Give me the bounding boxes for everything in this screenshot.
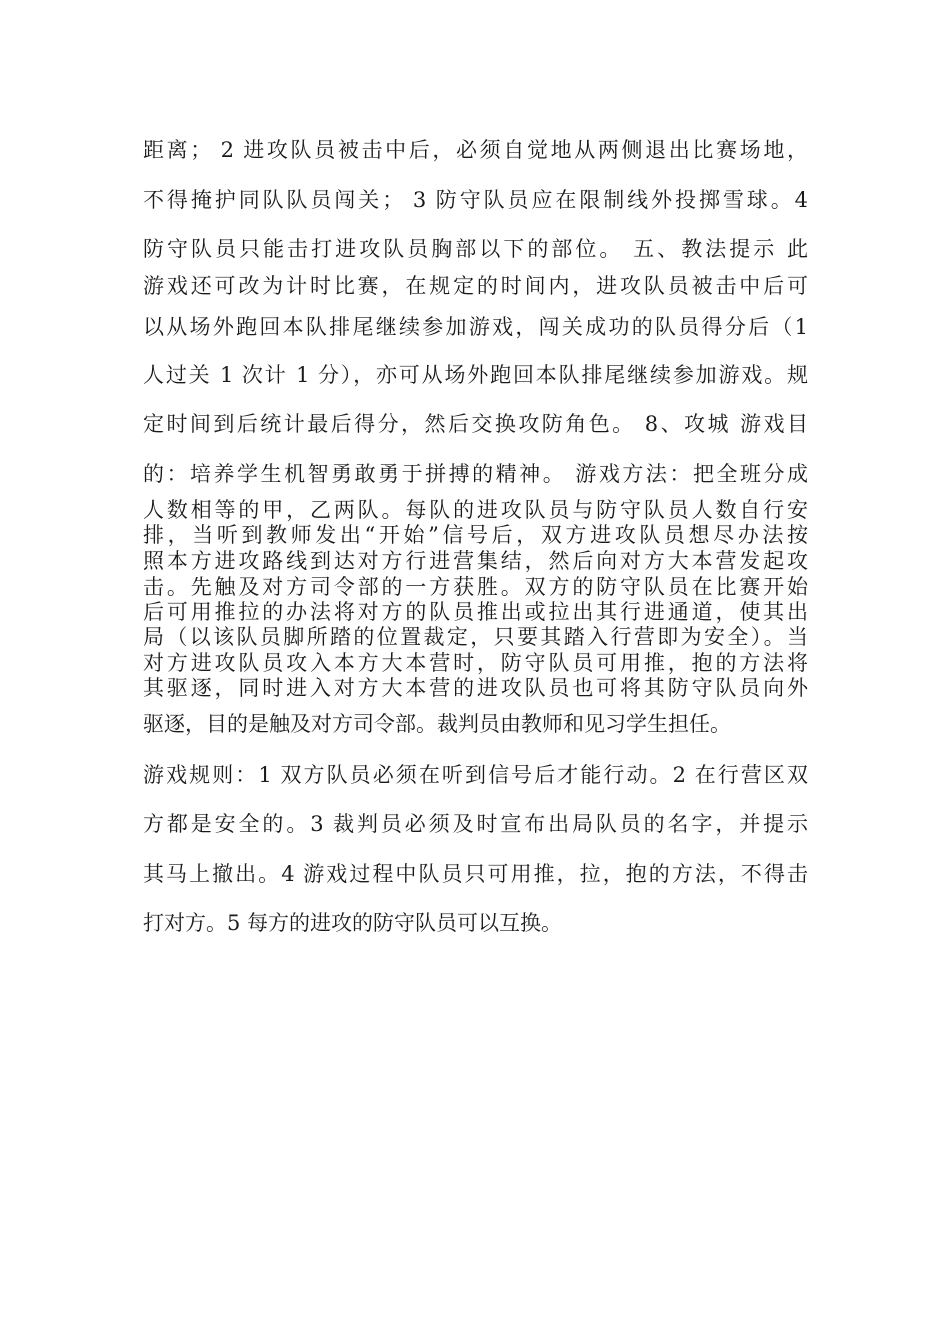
text-line-11: 照本方进攻路线到达对方行进营集结，然后向对方大本营发起攻 [143, 549, 808, 573]
text-line-18: 游戏规则：1 双方队员必须在听到信号后才能行动。2 在行营区双 [143, 763, 808, 787]
text-line-6: 人过关 1 次计 1 分），亦可从场外跑回本队排尾继续参加游戏。规 [143, 363, 808, 387]
text-line-2: 不得掩护同队队员闯关； 3 防守队员应在限制线外投掷雪球。4 [143, 188, 808, 212]
text-line-20: 其马上撤出。4 游戏过程中队员只可用推，拉，抱的方法，不得击 [143, 862, 808, 886]
text-line-13: 后可用推拉的办法将对方的队员推出或拉出其行进通道，使其出 [143, 600, 808, 624]
text-line-10: 排，当听到教师发出“开始”信号后，双方进攻队员想尽办法按 [143, 523, 808, 547]
text-line-12: 击。先触及对方司令部的一方获胜。双方的防守队员在比赛开始 [143, 575, 808, 599]
text-line-5: 以从场外跑回本队排尾继续参加游戏，闯关成功的队员得分后（1 [143, 315, 808, 339]
text-line-8: 的：培养学生机智勇敢勇于拼搏的精神。 游戏方法：把全班分成 [143, 462, 808, 486]
text-line-7: 定时间到后统计最后得分，然后交换攻防角色。 8、攻城 游戏目 [143, 412, 808, 436]
text-line-3: 防守队员只能击打进攻队员胸部以下的部位。 五、教法提示 此 [143, 237, 808, 261]
text-line-16: 其驱逐，同时进入对方大本营的进攻队员也可将其防守队员向外 [143, 676, 808, 700]
text-line-14: 局（以该队员脚所踏的位置裁定，只要其踏入行营即为安全）。当 [143, 625, 808, 649]
text-line-15: 对方进攻队员攻入本方大本营时，防守队员可用推，抱的方法将 [143, 651, 808, 675]
text-line-4: 游戏还可改为计时比赛，在规定的时间内，进攻队员被击中后可 [143, 274, 808, 298]
text-line-9: 人数相等的甲，乙两队。每队的进攻队员与防守队员人数自行安 [143, 498, 808, 522]
text-line-1: 距离； 2 进攻队员被击中后，必须自觉地从两侧退出比赛场地， [143, 138, 808, 162]
text-line-19: 方都是安全的。3 裁判员必须及时宣布出局队员的名字，并提示 [143, 812, 808, 836]
text-line-17: 驱逐，目的是触及对方司令部。裁判员由教师和见习学生担任。 [143, 712, 731, 736]
text-line-21: 打对方。5 每方的进攻的防守队员可以互换。 [143, 911, 563, 935]
